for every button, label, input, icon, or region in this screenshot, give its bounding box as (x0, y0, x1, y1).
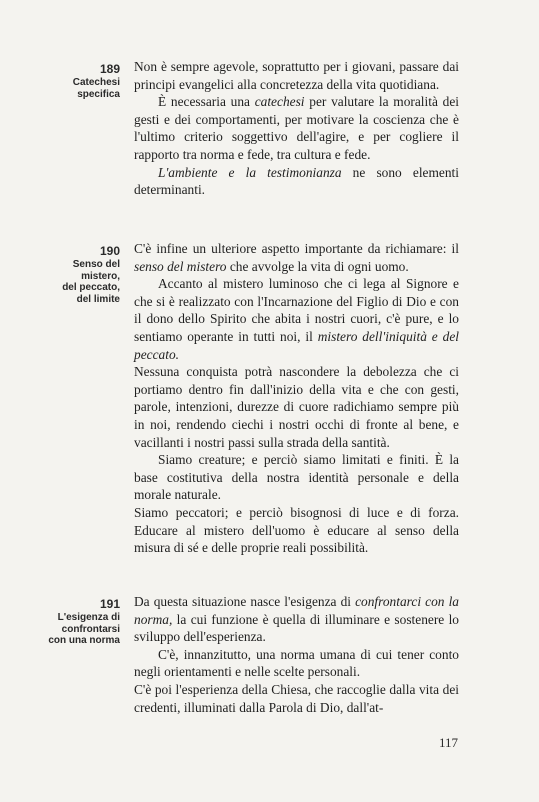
margin-label-line: Catechesi (72, 77, 120, 88)
italic-phrase: senso del mistero (134, 258, 227, 274)
italic-phrase: L'ambiente e la testimonianza (158, 164, 342, 180)
margin-label-line: con una norma (48, 635, 120, 647)
paragraph: Accanto al mistero luminoso che ci lega al Signore e che si è realizzato con l'Incarnazione del Figlio di Dio e con il dono dello Spirito che abita i nostri cuori, c'è pure, e lo sentiamo operante in tutti noi, il mistero dell'iniquità e del peccato. (134, 276, 459, 362)
paragraph: C'è, innanzitutto, una norma umana di cui tener conto negli orientamenti e nelle scelte personali. (134, 646, 459, 680)
paragraph: Da questa situazione nasce l'esigenza di confrontarci con la norma, la cui funzione è quella di illuminare e sostenere lo sviluppo dell'esperienza. (134, 594, 459, 645)
margin-label-line: Senso del (72, 259, 120, 270)
margin-label-line: del limite (76, 293, 120, 305)
page-number: 117 (438, 735, 458, 750)
paragraph: C'è poi l'esperienza della Chiesa, che raccoglie dalla vita dei credenti, illuminati dalla Parola di Dio, dall'at- (134, 681, 459, 715)
margin-note (0, 62, 120, 100)
margin-label-line: confrontarsi (61, 623, 120, 635)
margin-label-line: specifica (77, 88, 120, 100)
paragraph: È necessaria una catechesi per valutare la moralità dei gesti e dei comportamenti, per motivare la coscienza che è l'ultimo criterio soggettivo dell'agire, e per cogliere il rapporto tra norma e fede, tra cultura e fede. (134, 94, 459, 162)
margin-label-line: L'esigenza di (57, 612, 120, 623)
paragraph: Non è sempre agevole, soprattutto per i giovani, passare dai principi evangelici alla concretezza della vita quotidiana. (134, 59, 459, 92)
section-body (134, 593, 459, 716)
paragraph: Nessuna conquista potrà nascondere la debolezza che ci portiamo dentro fin dall'inizio della vita e che con gesti, parole, intenzioni, durezze di cuore radichiamo sempre più in noi, rendendo ciechi i nostri occhi di fronte al bene, e vacillanti i nostri passi sulla strada della santità. (134, 364, 459, 450)
margin-label-line: del peccato, (62, 282, 120, 294)
italic-phrase: confrontarci con la norma, (134, 594, 459, 627)
margin-note (0, 597, 120, 647)
section-body (134, 58, 459, 199)
margin-note (0, 244, 120, 305)
section-number: 191 (99, 597, 120, 611)
section-body (134, 240, 459, 557)
italic-phrase: mistero dell'iniquità e del peccato. (134, 328, 459, 362)
italic-phrase: catechesi (254, 94, 305, 110)
paragraph: L'ambiente e la testimonianza ne sono elementi determinanti. (134, 164, 459, 198)
section-number: 189 (99, 62, 120, 76)
paragraph: Siamo peccatori; e perciò bisognosi di luce e di forza. Educare al mistero dell'uomo è educare al senso della misura di sé e delle proprie reali possibilità. (134, 504, 459, 556)
section-number: 190 (99, 244, 120, 258)
margin-label-line: mistero, (81, 270, 120, 282)
paragraph: Siamo creature; e perciò siamo limitati e finiti. È la base costitutiva della nostra identità personale e della morale naturale. (134, 452, 459, 503)
paragraph: C'è infine un ulteriore aspetto importante da richiamare: il senso del mistero che avvolge la vita di ogni uomo. (134, 241, 459, 274)
